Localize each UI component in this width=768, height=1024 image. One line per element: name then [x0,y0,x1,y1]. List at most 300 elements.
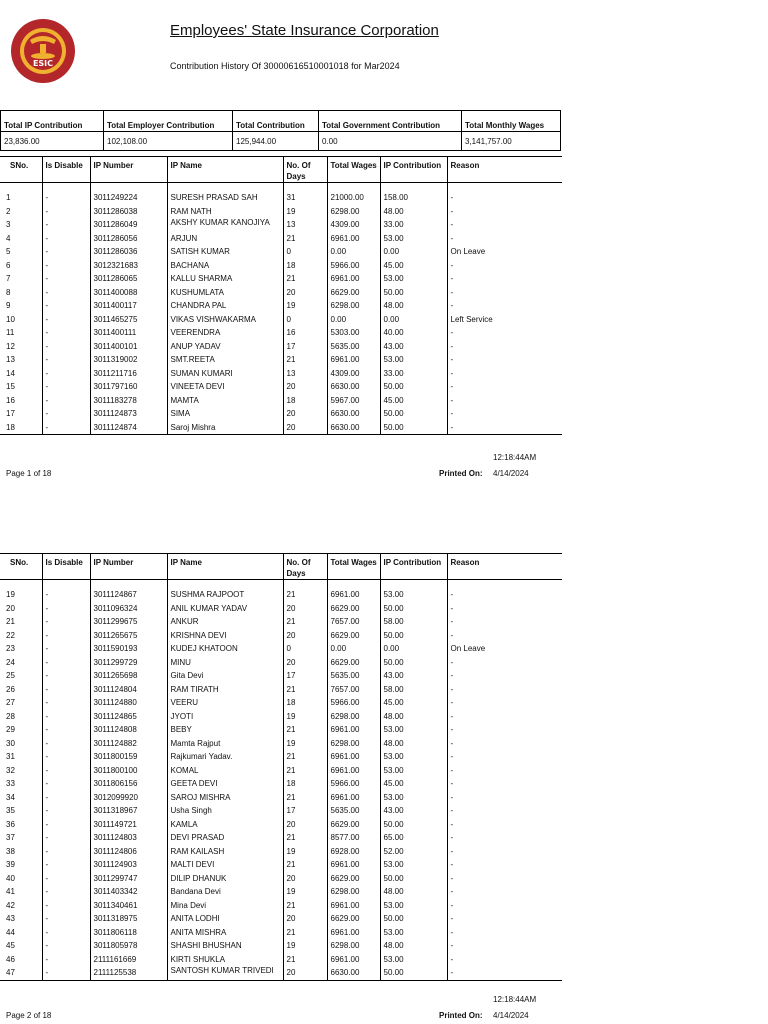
cell-ip-contribution: 45.00 [380,259,447,273]
cell-is-disable: - [42,899,90,913]
cell-sno: 33 [6,779,15,788]
cell-days: 17 [283,340,327,354]
cell-sno: 38 [6,846,15,856]
cell-reason: - [447,710,562,724]
cell-ip-name: Mina Devi [167,899,283,913]
cell-days: 19 [283,205,327,219]
cell-is-disable: - [42,615,90,629]
col-ip-number: IP Number [90,554,167,580]
cell-ip-name: SMT.REETA [167,353,283,367]
cell-days: 21 [283,232,327,246]
cell-days: 13 [283,367,327,381]
cell-ip-contribution: 65.00 [380,831,447,845]
cell-is-disable: - [42,326,90,340]
cell-days: 19 [283,710,327,724]
cell-ip-name: RAM KAILASH [167,845,283,859]
cell-ip-number: 3011465275 [90,313,167,327]
cell-reason: - [447,669,562,683]
page-number: Page 2 of 18 [6,1011,52,1020]
cell-ip-number: 3011806118 [90,926,167,940]
cell-days: 19 [283,845,327,859]
cell-reason: - [447,286,562,300]
cell-ip-contribution: 48.00 [380,710,447,724]
cell-days: 21 [283,858,327,872]
cell-total-wages: 6298.00 [327,299,380,313]
printed-on-label: Printed On: [439,1011,483,1020]
cell-ip-name: Mamta Rajput [167,737,283,751]
cell-ip-name: SUSHMA RAJPOOT [167,588,283,602]
spacer-cell [167,580,283,589]
cell-ip-number: 3011183278 [90,394,167,408]
cell-total-wages: 7657.00 [327,615,380,629]
cell-ip-name: ANITA MISHRA [167,926,283,940]
cell-sno: 1 [6,193,11,202]
cell-ip-name: SAROJ MISHRA [167,791,283,805]
cell-is-disable: - [42,669,90,683]
cell-ip-number: 3011124808 [90,723,167,737]
cell-ip-number: 3011265675 [90,629,167,643]
cell-ip-name: MAMTA [167,394,283,408]
cell-ip-number: 3012099920 [90,791,167,805]
summary-value-total: 125,944.00 [233,132,319,151]
cell-ip-name: GEETA DEVI [167,777,283,791]
cell-sno: 7 [6,274,11,283]
cell-is-disable: - [42,926,90,940]
cell-total-wages: 6629.00 [327,656,380,670]
cell-is-disable: - [42,750,90,764]
table-row [0,313,562,327]
page-title: Employees' State Insurance Corporation [170,22,439,39]
cell-reason: - [447,777,562,791]
cell-total-wages: 4309.00 [327,367,380,381]
cell-total-wages: 5635.00 [327,340,380,354]
cell-ip-contribution: 50.00 [380,912,447,926]
cell-is-disable: - [42,232,90,246]
cell-ip-number: 3011299675 [90,615,167,629]
table-row [0,683,562,697]
cell-ip-number: 3011124806 [90,845,167,859]
spacer-cell [42,580,90,589]
table-row [0,845,562,859]
cell-ip-number: 3011211716 [90,367,167,381]
cell-is-disable: - [42,818,90,832]
cell-ip-number: 3011590193 [90,642,167,656]
cell-is-disable: - [42,966,90,980]
table-row [0,367,562,381]
cell-ip-number: 3011124873 [90,407,167,421]
cell-days: 13 [283,218,327,232]
summary-header-total: Total Contribution [233,111,319,132]
cell-sno: 5 [6,247,11,256]
cell-reason: - [447,966,562,980]
table-row [0,656,562,670]
spacer-cell [447,580,562,589]
cell-ip-name: KOMAL [167,764,283,778]
cell-is-disable: - [42,205,90,219]
col-total-wages: Total Wages [327,157,380,183]
cell-total-wages: 6298.00 [327,885,380,899]
cell-ip-contribution: 43.00 [380,669,447,683]
cell-days: 20 [283,912,327,926]
col-days: No. Of Days [283,554,327,580]
cell-reason: - [447,683,562,697]
cell-sno: 44 [6,927,15,937]
cell-ip-number: 3011124804 [90,683,167,697]
cell-sno: 8 [6,287,11,297]
cell-ip-contribution: 53.00 [380,588,447,602]
cell-ip-name: RAM TIRATH [167,683,283,697]
cell-days: 21 [283,899,327,913]
col-is-disable: Is Disable [42,554,90,580]
cell-ip-number: 3011124903 [90,858,167,872]
cell-is-disable: - [42,683,90,697]
cell-total-wages: 6961.00 [327,588,380,602]
table-row [0,926,562,940]
cell-ip-number: 3011286056 [90,232,167,246]
cell-days: 21 [283,272,327,286]
cell-ip-number: 3011286036 [90,245,167,259]
cell-ip-number: 3011800100 [90,764,167,778]
cell-ip-name: CHANDRA PAL [167,299,283,313]
cell-days: 21 [283,831,327,845]
logo-text: ESIC [32,59,54,68]
cell-reason: - [447,831,562,845]
cell-reason: - [447,818,562,832]
cell-ip-contribution: 53.00 [380,764,447,778]
cell-sno: 15 [6,382,15,391]
cell-sno: 19 [6,590,15,599]
cell-days: 0 [283,642,327,656]
table-spacer-row [0,183,562,192]
cell-ip-contribution: 0.00 [380,313,447,327]
cell-total-wages: 5635.00 [327,804,380,818]
spacer-cell [327,580,380,589]
spacer-cell [90,183,167,192]
col-reason: Reason [447,157,562,183]
cell-ip-name: SURESH PRASAD SAH [167,191,283,205]
spacer-cell [447,183,562,192]
table-row [0,629,562,643]
cell-ip-number: 3011124867 [90,588,167,602]
cell-days: 20 [283,629,327,643]
cell-days: 21 [283,750,327,764]
col-ip-name: IP Name [167,554,283,580]
cell-ip-name: KUDEJ KHATOON [167,642,283,656]
cell-ip-name: JYOTI [167,710,283,724]
cell-days: 18 [283,777,327,791]
cell-is-disable: - [42,629,90,643]
cell-ip-contribution: 58.00 [380,615,447,629]
cell-total-wages: 6630.00 [327,421,380,435]
summary-value-employer: 102,108.00 [104,132,233,151]
table-row [0,764,562,778]
cell-ip-name: RAM NATH [167,205,283,219]
summary-table [0,110,561,151]
cell-sno: 39 [6,860,15,869]
printed-on-label: Printed On: [439,469,483,478]
cell-is-disable: - [42,286,90,300]
spacer-cell [0,183,42,192]
cell-sno: 43 [6,914,15,923]
col-ip-contribution: IP Contribution [380,554,447,580]
cell-total-wages: 6629.00 [327,872,380,886]
cell-ip-number: 3011286065 [90,272,167,286]
cell-reason: - [447,615,562,629]
table-row [0,232,562,246]
cell-is-disable: - [42,218,90,232]
cell-reason: - [447,218,562,232]
cell-reason: - [447,232,562,246]
cell-sno: 20 [6,603,15,613]
cell-ip-number: 3011299729 [90,656,167,670]
cell-reason: - [447,845,562,859]
cell-ip-name: ANIL KUMAR YADAV [167,602,283,616]
cell-sno: 37 [6,833,15,842]
cell-days: 21 [283,683,327,697]
cell-reason: - [447,791,562,805]
cell-reason: - [447,407,562,421]
cell-total-wages: 6630.00 [327,380,380,394]
cell-is-disable: - [42,259,90,273]
cell-is-disable: - [42,858,90,872]
table-body [0,183,562,435]
cell-ip-contribution: 53.00 [380,858,447,872]
table-row [0,326,562,340]
cell-reason: - [447,750,562,764]
table-body [0,580,562,981]
table-row [0,205,562,219]
cell-total-wages: 5966.00 [327,696,380,710]
cell-days: 21 [283,764,327,778]
table-row [0,259,562,273]
cell-ip-name: ANUP YADAV [167,340,283,354]
cell-ip-number: 3011400117 [90,299,167,313]
cell-is-disable: - [42,588,90,602]
cell-days: 21 [283,953,327,967]
summary-value-ip: 23,836.00 [1,132,104,151]
cell-ip-name: SIMA [167,407,283,421]
summary-value-wages: 3,141,757.00 [462,132,561,151]
col-ip-contribution: IP Contribution [380,157,447,183]
spacer-cell [327,183,380,192]
cell-reason: - [447,804,562,818]
printed-on-date: 4/14/2024 [493,1011,529,1020]
cell-ip-name: VEERU [167,696,283,710]
table-spacer-row [0,580,562,589]
cell-total-wages: 5966.00 [327,777,380,791]
cell-sno: 10 [6,314,15,324]
cell-is-disable: - [42,939,90,953]
cell-ip-contribution: 48.00 [380,885,447,899]
table-row [0,299,562,313]
cell-days: 20 [283,966,327,980]
cell-sno: 24 [6,657,15,667]
cell-total-wages: 6630.00 [327,966,380,980]
cell-ip-name: BACHANA [167,259,283,273]
cell-days: 21 [283,615,327,629]
cell-total-wages: 6961.00 [327,791,380,805]
printed-on-date: 4/14/2024 [493,469,529,478]
cell-ip-number: 3012321683 [90,259,167,273]
cell-sno: 45 [6,941,15,950]
print-time: 12:18:44AM [493,453,537,462]
col-reason: Reason [447,554,562,580]
cell-sno: 3 [6,220,11,229]
cell-ip-name: KAMLA [167,818,283,832]
cell-is-disable: - [42,845,90,859]
cell-sno: 14 [6,368,15,378]
cell-ip-number: 2111161669 [90,953,167,967]
cell-reason: - [447,723,562,737]
cell-ip-number: 3011249224 [90,191,167,205]
cell-sno: 36 [6,819,15,829]
cell-ip-number: 3011286038 [90,205,167,219]
cell-ip-number: 3011400088 [90,286,167,300]
cell-total-wages: 6961.00 [327,723,380,737]
cell-reason: - [447,602,562,616]
cell-is-disable: - [42,245,90,259]
cell-ip-contribution: 50.00 [380,872,447,886]
cell-total-wages: 6629.00 [327,602,380,616]
table-row [0,723,562,737]
cell-ip-number: 3011318967 [90,804,167,818]
cell-total-wages: 0.00 [327,642,380,656]
cell-is-disable: - [42,380,90,394]
cell-reason: - [447,696,562,710]
cell-reason: - [447,656,562,670]
cell-is-disable: - [42,642,90,656]
table-row [0,804,562,818]
cell-days: 20 [283,421,327,435]
table-row [0,380,562,394]
cell-reason: - [447,885,562,899]
cell-ip-contribution: 52.00 [380,845,447,859]
cell-ip-name: KIRTI SHUKLA [167,953,283,967]
cell-ip-name: ARJUN [167,232,283,246]
table-row [0,737,562,751]
cell-ip-name: Usha Singh [167,804,283,818]
cell-reason: - [447,588,562,602]
cell-days: 20 [283,602,327,616]
cell-ip-number: 3011124880 [90,696,167,710]
cell-ip-name: KUSHUMLATA [167,286,283,300]
cell-total-wages: 6629.00 [327,629,380,643]
cell-days: 19 [283,737,327,751]
cell-sno: 2 [6,206,11,216]
cell-is-disable: - [42,764,90,778]
cell-total-wages: 6928.00 [327,845,380,859]
cell-reason: - [447,899,562,913]
cell-ip-contribution: 50.00 [380,629,447,643]
cell-ip-contribution: 53.00 [380,791,447,805]
cell-total-wages: 5967.00 [327,394,380,408]
print-time: 12:18:44AM [493,995,537,1004]
cell-days: 18 [283,696,327,710]
cell-sno: 30 [6,738,15,748]
cell-total-wages: 6629.00 [327,912,380,926]
table-row [0,966,562,980]
cell-sno: 23 [6,644,15,653]
cell-reason: - [447,205,562,219]
cell-ip-number: 3011400101 [90,340,167,354]
table-row [0,642,562,656]
cell-ip-contribution: 0.00 [380,245,447,259]
cell-total-wages: 6961.00 [327,953,380,967]
cell-ip-contribution: 50.00 [380,286,447,300]
cell-days: 17 [283,669,327,683]
cell-is-disable: - [42,353,90,367]
cell-ip-contribution: 53.00 [380,953,447,967]
cell-ip-number: 3011124865 [90,710,167,724]
cell-ip-number: 3011319002 [90,353,167,367]
col-total-wages: Total Wages [327,554,380,580]
cell-days: 21 [283,588,327,602]
cell-total-wages: 5303.00 [327,326,380,340]
cell-ip-contribution: 50.00 [380,656,447,670]
cell-sno: 21 [6,617,15,626]
table-row [0,939,562,953]
cell-total-wages: 21000.00 [327,191,380,205]
col-sno: SNo. [0,157,42,183]
table-row [0,286,562,300]
cell-ip-name: AKSHY KUMAR KANOJIYA [167,218,283,232]
cell-sno: 32 [6,765,15,775]
cell-ip-contribution: 53.00 [380,899,447,913]
cell-reason: - [447,259,562,273]
cell-is-disable: - [42,791,90,805]
cell-days: 20 [283,286,327,300]
cell-is-disable: - [42,340,90,354]
table-row [0,272,562,286]
cell-total-wages: 8577.00 [327,831,380,845]
spacer-cell [283,183,327,192]
cell-ip-contribution: 48.00 [380,205,447,219]
cell-ip-contribution: 45.00 [380,777,447,791]
table-row [0,615,562,629]
cell-reason: - [447,737,562,751]
cell-ip-number: 3011403342 [90,885,167,899]
cell-sno: 46 [6,954,15,964]
table-row [0,353,562,367]
cell-ip-contribution: 33.00 [380,367,447,381]
cell-days: 20 [283,407,327,421]
cell-sno: 11 [6,328,15,337]
cell-sno: 41 [6,887,15,896]
cell-is-disable: - [42,696,90,710]
table-row [0,218,562,232]
cell-is-disable: - [42,407,90,421]
table-row [0,750,562,764]
cell-ip-number: 3011797160 [90,380,167,394]
cell-is-disable: - [42,885,90,899]
cell-sno: 42 [6,900,15,910]
cell-reason: - [447,272,562,286]
spacer-cell [380,580,447,589]
cell-ip-name: MALTI DEVI [167,858,283,872]
cell-ip-number: 3011286049 [90,218,167,232]
cell-ip-number: 3011400111 [90,326,167,340]
table-row [0,407,562,421]
cell-reason: - [447,764,562,778]
table-row [0,791,562,805]
col-days: No. Of Days [283,157,327,183]
cell-sno: 9 [6,301,11,310]
cell-ip-name: MINU [167,656,283,670]
cell-ip-contribution: 45.00 [380,696,447,710]
cell-sno: 47 [0,966,42,980]
cell-days: 20 [283,872,327,886]
contribution-table-page-2 [0,553,562,981]
